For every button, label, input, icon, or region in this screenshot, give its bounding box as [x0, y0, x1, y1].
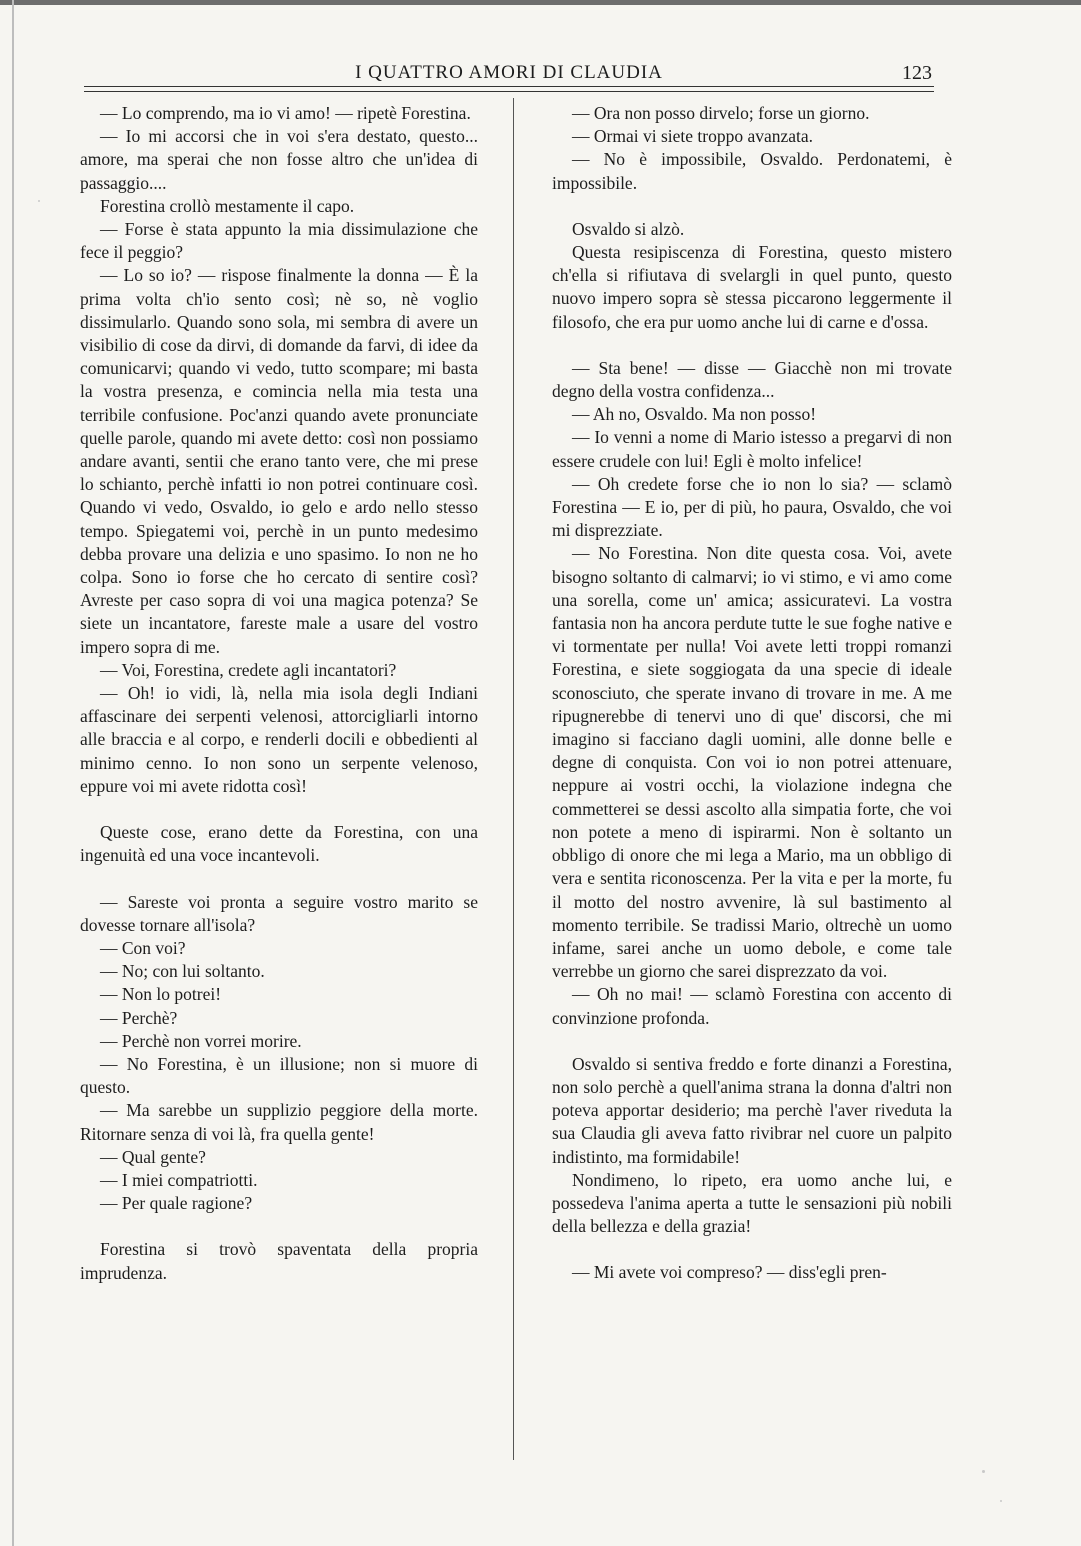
header-rule-bottom [84, 91, 934, 92]
paragraph: — Con voi? [100, 937, 186, 958]
paragraph: — Perchè non vorrei morire. [100, 1030, 302, 1051]
column-divider [513, 98, 514, 1460]
paragraph: — Non lo potrei! [100, 984, 222, 1005]
paragraph: Osvaldo si sentiva freddo e forte dinanzi a Forestina, non solo perchè a quell'anima strana la donna d'altri non poteva apportar desiderio; ma perchè l'aver riveduta la sua Claudia gli aveva fatto rivibrar nel cuore un palpito indistinto, ma formidabile! [552, 1053, 952, 1167]
paragraph: — I miei compatriotti. [100, 1169, 258, 1190]
paragraph: Forestina crollò mestamente il capo. [100, 195, 355, 216]
paragraph: Forestina si trovò spaventata della propria imprudenza. [80, 1239, 478, 1283]
paragraph: — Ora non posso dirvelo; forse un giorno. [572, 103, 870, 123]
paragraph: — Per quale ragione? [100, 1193, 253, 1214]
left-column [80, 102, 478, 1285]
paragraph: — Qual gente? [100, 1146, 206, 1167]
paragraph: — Lo so io? — rispose finalmente la donna — È la prima volta ch'io sento così; nè so, nè voglio dissimularlo. Quando sono sola, mi sembra di avere un visibilio di cose da dirvi, di domande da farvi, di idee da comunicarvi; quando vi vedo, tutto scompare; mi basta la vostra presenza, e comincia nella mia testa una terribile confusione. Poc'anzi quando avete pronunciate quelle parole, quando mi avete detto: così non possiamo andare avanti, sentii che erano tanto vere, che mi prese lo schianto, perchè infatti io non potrei continuare così. Quando vi vedo, Osvaldo, io gelo e ardo nello stesso tempo. Spiegatemi voi, perchè in un punto medesimo debba provare una delizia e uno spasimo. Io non ne ho colpa. Sono io forse che ho cercato di sentire così? Avreste per caso sopra di voi una magica potenza? Se siete un incantatore, fareste male a usare del vostro impero sopra di me. [80, 265, 478, 657]
paragraph: — Mi avete voi compreso? — diss'egli pren- [572, 1262, 887, 1283]
paragraph: — Oh no mai! — sclamò Forestina con accento di convinzione profonda. [552, 984, 952, 1028]
paragraph: — Oh! io vidi, là, nella mia isola degli Indiani affascinare dei serpenti velenosi, attorcigliarli intorno alle braccia e al corpo, e renderli docili e obbedienti al minimo cenno. Io non sono un serpente velenoso, eppure voi mi avete ridotta così! [80, 683, 478, 796]
paragraph: — Oh credete forse che io non lo sia? — sclamò Forestina — E io, per di più, ho paura, Osvaldo, che voi mi disprezziate. [552, 473, 952, 541]
running-title: I QUATTRO AMORI DI CLAUDIA [355, 62, 663, 83]
paragraph: — Forse è stata appunto la mia dissimulazione che fece il peggio? [80, 219, 478, 263]
page-number: 123 [902, 62, 932, 84]
paper-speck [38, 200, 40, 202]
paragraph: — Sta bene! — disse — Giacchè non mi trovate degno della vostra confidenza... [552, 357, 952, 402]
paragraph: Queste cose, erano dette da Forestina, con una ingenuità ed una voce incantevoli. [80, 822, 478, 866]
paragraph: — Lo comprendo, ma io vi amo! — ripetè Forestina. [100, 103, 471, 123]
paragraph: — Ormai vi siete troppo avanzata. [572, 126, 814, 147]
header-rule-top [84, 86, 934, 87]
paragraph: — Perchè? [100, 1007, 178, 1028]
paragraph: — Ah no, Osvaldo. Ma non posso! [572, 404, 817, 425]
paragraph: — No; con lui soltanto. [100, 961, 265, 982]
page-top-edge [0, 0, 1081, 5]
paragraph: — Io mi accorsi che in voi s'era destato, questo... amore, ma sperai che non fosse altro che un'idea di passaggio.... [80, 126, 478, 193]
paragraph: Nondimeno, lo ripeto, era uomo anche lui, e possedeva l'anima aperta a tutte le sensazioni più nobili della bellezza e della grazia! [552, 1169, 952, 1237]
page-left-edge [12, 0, 14, 1546]
paragraph: — No Forestina. Non dite questa cosa. Voi, avete bisogno soltanto di calmarvi; io vi stimo, e vi amo come una sorella, come un' amica; assicuratevi. La vostra fantasia non ha ancora perdute tutte le sue foghe native e vi tormentate per nulla! Voi avete letti troppi romanzi Forestina, e siete soggiogata da una specie di ideale sconosciuto, che sperate invano di trovare in me. A me ripugnerebbe di tenervi uno di que' discorsi, che mi imagino si facciano dagli uomini, alle donne belle e degne di conquista. Con voi io non potrei attenuare, neppure ai vostri occhi, la violazione indegna che commetterei se dessi ascolto alla simpatia forte, che voi non potete a meno di ispirarmi. Non è soltanto un obbligo di onore che mi lega a Mario, ma un obbligo di vera e sentita riconoscenza. Per la vita e per la morte, fu il motto del nostro avvenire, là sul bastimento al momento terribile. Se tradissi Mario, oltrechè un uomo infame, sarei anche un uomo debole, e come tale verrebbe un giorno che sarei disprezzato da voi. [552, 543, 952, 982]
paragraph: — Ma sarebbe un supplizio peggiore della morte. Ritornare senza di voi là, fra quella gente! [80, 1100, 478, 1144]
paragraph: — Sareste voi pronta a seguire vostro marito se dovesse tornare all'isola? [80, 891, 478, 935]
paper-speck [982, 1470, 985, 1473]
right-column [552, 102, 952, 1285]
paragraph: — Voi, Forestina, credete agli incantatori? [100, 659, 397, 680]
paper-speck [1000, 1500, 1002, 1502]
paragraph: — No Forestina, è un illusione; non si muore di questo. [80, 1053, 478, 1098]
page-header [84, 62, 934, 84]
paragraph: — No è impossibile, Osvaldo. Perdonatemi, è impossibile. [552, 149, 952, 193]
paragraph: Osvaldo si alzò. [572, 218, 685, 239]
paragraph: — Io venni a nome di Mario istesso a pregarvi di non essere crudele con lui! Egli è molto infelice! [552, 427, 952, 471]
paragraph: Questa resipiscenza di Forestina, questo mistero ch'ella si rifiutava di svelargli in quel punto, questo nuovo impero sopra sè stessa piccarono leggermente il filosofo, che era pur uomo anche lui di carne e d'ossa. [552, 242, 952, 332]
